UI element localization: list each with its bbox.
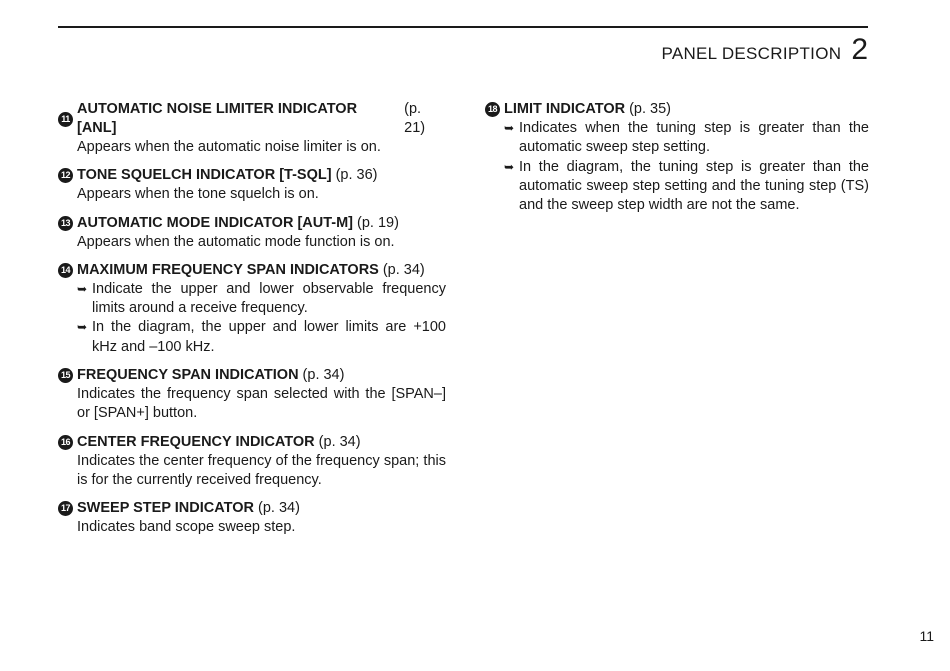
item-title: CENTER FREQUENCY INDICATOR: [77, 433, 315, 450]
list-item: [58, 261, 446, 357]
item-title: AUTOMATIC MODE INDICATOR [AUT-M]: [77, 214, 354, 231]
page-reference: (p. 34): [382, 261, 425, 278]
arrow-bullet-icon: ➥: [504, 121, 515, 135]
right-column: [485, 100, 869, 224]
section-title: PANEL DESCRIPTION: [661, 44, 842, 63]
page-reference: (p. 34): [258, 500, 300, 517]
circled-number-icon: 15: [58, 368, 73, 383]
item-title: SWEEP STEP INDICATOR: [77, 500, 254, 517]
bullet-line: [485, 119, 869, 158]
page-reference: (p. 34): [318, 433, 361, 450]
item-description: Indicates the center frequency of the frequency span; this is for the currently received frequency.: [77, 452, 446, 488]
bullet-line: [58, 280, 446, 319]
item-description: Indicates band scope sweep step.: [77, 519, 296, 536]
bullet-line: [485, 158, 869, 216]
list-item: [58, 214, 446, 252]
arrow-bullet-icon: ➥: [77, 281, 88, 296]
page-reference: (p. 35): [629, 101, 672, 117]
bullet-line: [58, 318, 446, 357]
list-item: [58, 166, 446, 204]
list-item: [58, 499, 446, 537]
circled-number-icon: 12: [58, 168, 73, 183]
header-rule: [58, 26, 868, 28]
item-title: FREQUENCY SPAN INDICATION: [77, 367, 299, 384]
bullet-text: In the diagram, the tuning step is greater than the automatic sweep step setting and the tuning step (TS) and the sweep step width are not the same.: [519, 158, 869, 214]
circled-number-icon: 11: [58, 112, 73, 127]
item-description: Indicates the frequency span selected with the [SPAN–] or [SPAN+] button.: [77, 386, 446, 422]
page-reference: (p. 34): [302, 367, 345, 384]
circled-number-icon: 13: [58, 216, 73, 231]
item-title: AUTOMATIC NOISE LIMITER INDICATOR [ANL]: [77, 101, 358, 136]
page-number: 11: [919, 628, 934, 644]
item-title: MAXIMUM FREQUENCY SPAN INDICATORS: [77, 261, 379, 278]
chapter-number: 2: [851, 33, 868, 66]
item-description: Appears when the automatic noise limiter is on.: [77, 139, 381, 155]
circled-number-icon: 16: [58, 435, 73, 450]
arrow-bullet-icon: ➥: [77, 320, 88, 335]
bullet-text: Indicates when the tuning step is greater than the automatic sweep step setting.: [519, 120, 869, 156]
page-reference: (p. 19): [357, 214, 399, 231]
arrow-bullet-icon: ➥: [504, 159, 515, 174]
item-title: LIMIT INDICATOR: [504, 101, 626, 117]
list-item: [485, 100, 869, 215]
page-reference: (p. 36): [335, 167, 378, 184]
bullet-text: In the diagram, the upper and lower limits are +100 kHz and –100 kHz.: [92, 319, 446, 355]
list-item: [58, 433, 446, 491]
circled-number-icon: 17: [58, 501, 73, 516]
left-column: [58, 100, 446, 547]
list-item: [58, 366, 446, 424]
item-description: Appears when the tone squelch is on.: [77, 186, 319, 203]
circled-number-icon: 18: [485, 102, 500, 117]
item-description: Appears when the automatic mode function is on.: [77, 233, 395, 250]
circled-number-icon: 14: [58, 263, 73, 278]
page-header: [661, 33, 868, 67]
list-item: [58, 100, 446, 157]
item-title: TONE SQUELCH INDICATOR [T-SQL]: [77, 167, 332, 184]
bullet-text: Indicate the upper and lower observable frequency limits around a receive frequency.: [92, 280, 446, 317]
page-reference: (p. 21): [404, 101, 426, 136]
